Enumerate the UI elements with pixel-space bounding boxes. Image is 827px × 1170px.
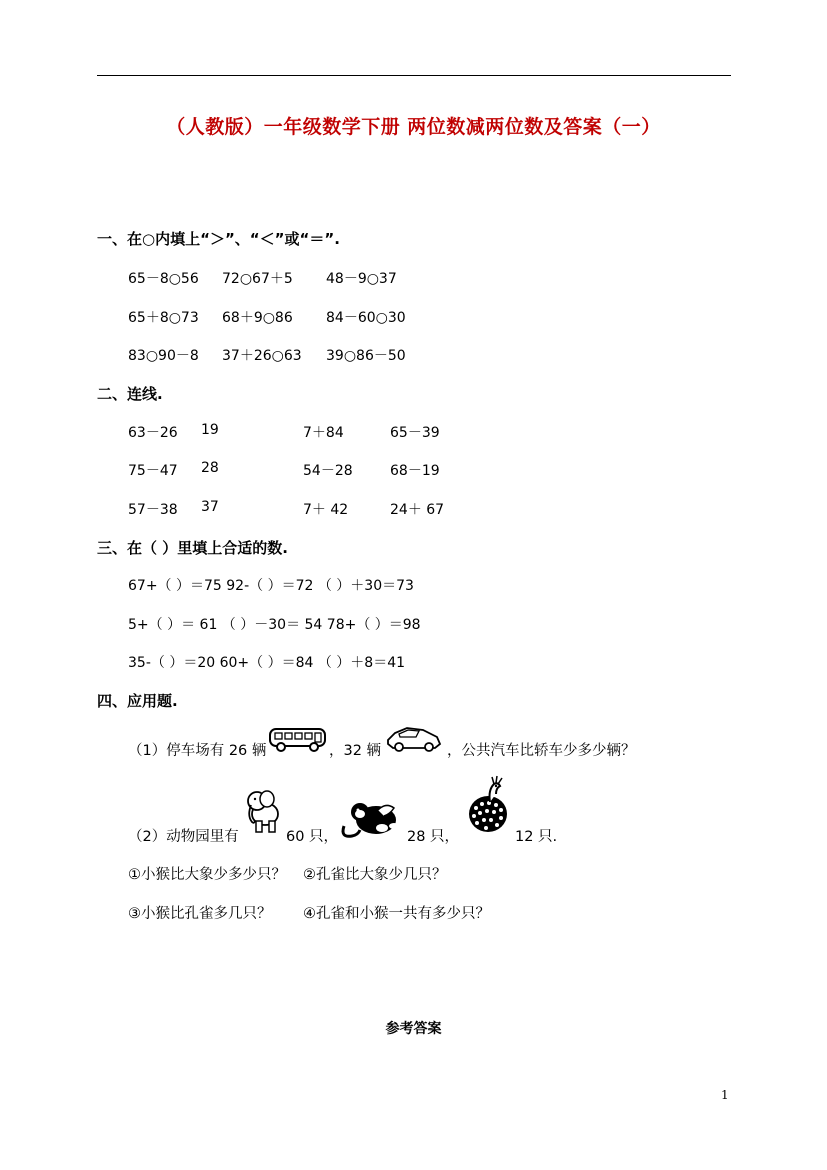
match-expression: 57－38 [128,502,178,518]
problem-1-start: （1）停车场有 26 辆 [128,743,267,759]
match-expression: 7＋84 [303,425,344,441]
fill-blank-row: 5+（ ）＝ 61 （ ）－30＝ 54 78+（ ）＝98 [128,617,421,633]
monkey-icon [338,796,404,840]
sub-question-2: ②孔雀比大象少几只？ [303,867,447,883]
compare-item: 37＋26○63 [222,348,302,364]
fill-blank-row: 67+（ ）＝75 92-（ ）＝72 （ ）＋30＝73 [128,578,414,594]
problem-2-monkey-count: 28 只， [407,829,460,845]
match-expression: 68－19 [390,463,440,479]
match-expression: 65－39 [390,425,440,441]
match-expression: 54－28 [303,463,353,479]
sub-question-4: ④孔雀和小猴一共有多少只？ [303,906,490,922]
match-number: 37 [201,499,219,515]
section-4-heading: 四、应用题. [97,692,178,710]
elephant-icon [243,788,283,836]
header-rule [97,75,731,76]
match-number: 28 [201,460,219,476]
match-expression: 75－47 [128,463,178,479]
page-number: 1 [721,1088,729,1102]
compare-item: 84－60○30 [326,310,406,326]
fill-blank-row: 35-（ ）＝20 60+（ ）＝84 （ ）＋8＝41 [128,655,406,671]
compare-item: 68＋9○86 [222,310,293,326]
bus-icon [268,726,328,754]
compare-item: 83○90－8 [128,348,199,364]
car-icon [385,722,443,754]
compare-item: 72○67＋5 [222,271,293,287]
match-expression: 7＋ 42 [303,502,349,518]
compare-item: 65＋8○73 [128,310,199,326]
section-1-heading: 一、在○内填上“＞”、“＜”或“＝”. [97,230,340,248]
match-number: 19 [201,422,219,438]
problem-2-peacock-count: 12 只. [515,829,558,845]
match-expression: 63－26 [128,425,178,441]
compare-item: 65－8○56 [128,271,199,287]
section-2-heading: 二、连线. [97,385,163,403]
sub-question-1: ①小猴比大象少多少只？ [128,867,286,883]
problem-1-question: ，公共汽车比轿车少多少辆？ [447,743,636,759]
compare-item: 39○86－50 [326,348,406,364]
problem-2-elephant-count: 60 只， [286,829,339,845]
problem-1-middle: ，32 辆 [329,743,382,759]
sub-question-3: ③小猴比孔雀多几只？ [128,906,272,922]
compare-item: 48－9○37 [326,271,397,287]
peacock-icon [466,774,512,836]
answer-heading: 参考答案 [385,1021,442,1037]
match-expression: 24＋ 67 [390,502,445,518]
problem-2-start: （2）动物园里有 [128,829,239,845]
section-3-heading: 三、在（ ）里填上合适的数. [97,539,288,557]
page-title: （人教版）一年级数学下册 两位数减两位数及答案（一） [166,116,661,138]
